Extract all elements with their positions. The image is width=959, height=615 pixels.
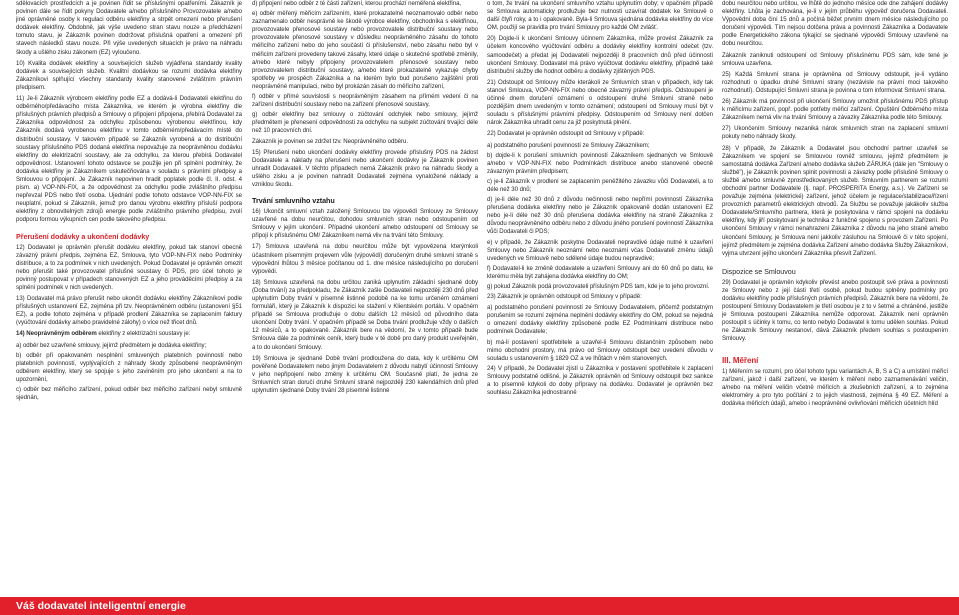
paragraph: 18) Smlouva uzavřená na dobu určitou zaniká uplynutím základní sjednané doby (Doba trvání) za předpokladu, že Zákazník zašle Dodavateli nejpozději 230 dnů před uplynutím Doby trvání v písemné listinné podobě na ke tomu určeném oznámení formuláři, který je Zákazník k dispozici ke stažení v Klientském portálu. V opačném případě se Smlouva prodlužuje o dobu dalších 12 měsíců od původního data ukončení Doby trvání. V opačném případě se Doba trvání prodlužuje vždy o dalších 12 měsíců, a to opakovaně. Zákazník bere na vědomí, že v tomto případě bude Smlouva dále za podmínek ceník, který bude v té době pro daný produkt uveřejněn, a to do ukončení Smlouvy. — [252, 278, 478, 351]
paragraph: 19) Smlouva je sjednané Době trvání prodloužena do data, kdy k určitému OM pověřené Dodavatelem nebo jiným Dodavatelem z důvodu nabytí účinnosti Smlouvy v jeho nepřipojení nebo změny k určitému OM. Současně platí, že jedna ze Smluvních stran doručí druhé Smluvní straně nejpozději 230 kalendářních dnů před uplynutím sjednané Doby trvání 28 písemné listinné — [252, 354, 478, 395]
paragraph: 27) Ukončením Smlouvy nezaniká nárok smluvních stran na zaplacení smluvní pokuty nebo náhrady škody. — [722, 125, 948, 141]
section-heading: Dispozice se Smlouvou — [722, 266, 796, 276]
paragraph: f) Dodavatel-li ke změně dodavatele a uzavření Smlouvy ani do 60 dnů po datu, ke kterému měla být zahájena dodávka elektřiny do OM; — [487, 264, 713, 280]
paragraph: d) připojení nebo odběr z té části zařízení, kterou prochází neměřená elektřina, — [252, 0, 462, 7]
paragraph-lead: 14) Neoprávněným odběrem — [16, 330, 97, 338]
paragraph: d) je-li déle než 30 dnů z důvodu nečinnosti nebo nepřímí povinností Zákazníka přerušena dodávka elektřiny nebo je Zákazník opakovaně dodán ustanovení EZ nebo je-li déle než 30 dnů přerušena dodávka elektřiny na straně Zákazníka z důvodu neoprávněného odběru nebo z důvodu jiného porušení povinností Zákazníka vůči Dodavateli či PDS; — [487, 196, 713, 236]
paragraph: c) je-li Zákazník v prodlení se zaplacením peněžitého závazku vůči Dodavateli, a to déle než 30 dnů; — [487, 177, 713, 193]
paragraph: 21) Odstoupit od Smlouvy může kterákoli ze Smluvních stran v případech, kdy tak stanoví Smlouva, VOP-NN-FIX nebo obecně závazný právní předpis. Odstoupení je účinné dnem doručení oznámení o odstoupení druhé Smluvní straně nebo pozdějším dnem uvedeným v tomto oznámení; odstoupení od Smlouvy musí být v souladu s příslušnými právními předpisy. Odstoupením od Smlouvy není dotčen nárok Zákazníka uhradit cenu za již poskytnutá plnění. — [487, 78, 713, 127]
paragraph: Zákazník je povinen se zdržet tzv. Neoprávněného odběru. — [252, 137, 408, 145]
paragraph: f) odběr v přímé souvislosti s neoprávněným zásahem na přímém vedení či na zařízení distribuční soustavy nebo na zařízení přenosové soustavy, — [252, 93, 478, 109]
paragraph: e) v případě, že Zákazník poskytne Dodavateli nepravdivé údaje nutné k uzavření Smlouvy nebo Zákazník neoznámí nebo neoznámí včas Dodavateli změnu údajů uvedených ve Smlouvě nebo sdělené údaje budou nepravdivé; — [487, 238, 713, 262]
paragraph: b) odběr při opakovaném nesplnění smluvených platebních povinností nebo platebních povinností, vyplývajících z náhrady škody způsobené neoprávněným odběrem elektřiny, který se spojuje s jeho zaviněním pro jeho ukončení a na to upozornění, — [16, 351, 242, 383]
paragraph: 15) Přerušení nebo ukončení dodávky elektřiny provede příslušný PDS na žádost Dodavatele a náklady na přerušení nebo ukončení dodávky je Zákazník povinen uhradit Dodavateli. V těchto případech nemá Zákazník právo na náhradu škody a ušlého zisku a je povinen nahradit Dodavateli zejména vynaložené náklady a vzniklou škodu. — [252, 148, 478, 188]
text-column-2 — [252, 0, 478, 597]
paragraph: 10) Kvalita dodávek elektřiny a souvisejících služeb vyjádřena standardy kvality dodávek a souvisejících služeb. Kvalitní dodávkou se rozumí dodávka elektřiny Zákazníkovi splňující všechny standardy kvality stanovené zvláštním právním předpisem. — [16, 59, 242, 91]
paragraph: 13) Dodavatel má právo přerušit nebo ukončit dodávku elektřiny Zákazníkovi podle příslušných ustanovení EZ, zejména při tzv. Neoprávněném odběru (ustanovení §51 EZ), a podle tohoto zejména v případě prodlení Zákazníka se zaplacením faktury (vyúčtování dodávky a/nebo pravidelné zálohy) o více než třicet dnů. — [16, 295, 242, 327]
paragraph: sdělovacích prostředcích a je povinen řídit se příslušnými opatřeními. Zákazník je povinen dále se řídit pokyny Dodavatele a/nebo příslušného Provozovatele a/nebo jiné oprávněné osoby k regulaci odběru elektřiny a strpět omezení nebo přerušení dodávek elektřiny. Obdobně, jak výše uvedeno stran stavu nouze a předcházení tomuto stavu, je Zákazník povinen dodržovat příslušná opatření a omezení při stavech následků stavu nouze. Při výše uvedených situacích je právo na náhradu škody a ušlého zisku zákonem (EZ) vyloučeno. — [16, 0, 242, 56]
text-column-1 — [16, 0, 242, 597]
paragraph: 26) Zákazník má povinnost při ukončení Smlouvy umožnit příslušnému PDS přístup k měřicímu zařízení, popř. podle potřeby měřicí zařízení. Opuštění Odběrného místa Zákazníkem nemá vliv na trvání Smlouvy a závazky Zákazníka podle této Smlouvy. — [722, 98, 948, 122]
paragraph: dobu neurčitou nebo určitou, ve lhůtě do jednoho měsíce ode dne zahájení dodávky elektřiny. Lhůta je zachována, je-li v jejím průběhu výpověď doručena Dodavateli. Výpovědní doba činí 15 dnů a počíná běžet prvním dnem měsíce následujícího po doručení výpovědi. Tím nejsou dotčena práva a povinnosti Zákazníka a Dodavatele podle Energetického zákona týkající se sjednané výpovědi Smlouvy uzavřené na dobu neurčitou. — [722, 0, 948, 48]
paragraph: 17) Smlouva uzavřená na dobu neurčitou může být vypovězena kterýmkoli účastníkem písemným projevem vůle (výpovědí) doručeným druhé smluvní straně s výpovědní lhůtou 3 měsíce počítanou od 1. dne měsíce následujícího po doručení výpovědi. — [252, 243, 478, 275]
paragraph: 24) V případě, že Dodavatel zjistí u Zákazníka v postavení spotřebitele k zaplacení Smlouvy podstatně odlišné, je Zákazník oprávněn od Smlouvy odstoupit bez sankce a to písemně kdykoli do doby přípravy na dodávku. Dodavatel je oprávněn bez souhlasu Zákazníka jednostranně — [487, 364, 713, 397]
paragraph: 22) Dodavatel je oprávněn odstoupit od Smlouvy v případě: — [487, 130, 645, 138]
paragraph: 1) Měřením se rozumí, pro účel tohoto typu variantách A, B, S a C) a umístění měřicí zařízení, jakož i další zařízení, ve kterém k měření nebo zaznamenávání veličin, a/nebo na měření veličin včetně měřicích a zkušebních zařízení, a to zejména elektroměry a pro tyto počítání z to jejich vlastnosti, zejména § 49 EZ. Měření a dodávka měřicích údajů, a/nebo i neoprávněné ovlivňování měřicích účetních hlíd — [722, 367, 948, 407]
paragraph: 14) Neoprávněným odběrem elektřiny z elektrizační soustavy je: — [16, 330, 191, 338]
paragraph: a) odběr bez uzavřené smlouvy, jejímž předmětem je dodávka elektřiny; — [16, 341, 207, 349]
footer-bar — [0, 597, 959, 615]
paragraph: e) odběr měřený měřicím zařízením, které prokazatelně neoznamovalo odběr nebo zaznamenalo odběr nesprávně ke škodě výrobce elektřiny, obchodníka s elektřinou, provozovatele přenosové soustavy nebo provozovatele distribuční soustavy nebo provozovatele přenosové soustavy v důsledku neoprávněného zásahu do tohoto měřicího zařízení nebo do jeho součástí či příslušenství, nebo zásahu nebo byl v měřicím zařízení provedeny takové zásahy, které údaje o skutečné spotřebě změnily, a/nebo které nebyly připojeny provozovatelem přenosové soustavy nebo provozovatelem distribuční soustavy, a/nebo které prokazatelně vykazuje chyby spotřeby ve prospěch Zákazníka a na kterém bylo bud porušeno zajištění proti neoprávněné manipulaci, nebo byl prokázán zásah do měřicího zařízení, — [252, 10, 478, 90]
paragraph: g) odběr elektřiny bez smlouvy o zúčtování odchylek nebo smlouvy, jejímž předmětem je přenesení odpovědnosti za odchylku na subjekt zúčtování trvající déle než 10 pracovních dní. — [252, 111, 478, 135]
paragraph: 12) Dodavatel je oprávněn přerušit dodávku elektřiny, pokud tak stanoví obecně závazný právní předpis, zejména EZ, Smlouva, tyto VOP-NN-FIX nebo Podmínky distribuce, a to za podmínek v nich uvedených. Pokud Dodavatel je oprávněn omezit nebo přerušit také provozovatel příslušné soustavy či PDS, pro účel tohoto je povinný postupovat v případech stanovených EZ a jeho prováděcími předpisy a za splnění podmínek v nich uvedených. — [16, 243, 242, 291]
paragraph: g) pokud Zákazník podá provozovateli příslušným PDS tam, kde je to jeho provozní. — [487, 283, 710, 290]
paragraph: Zákazník zaniknuti odstoupení od Smlouvy příslušnému PDS sám, kde tené je smlouva uzavřena. — [722, 51, 948, 67]
paragraph: a) podstatného porušení povinností ze Smlouvy Zákazníkem; — [487, 141, 650, 149]
section-heading: III. Měření — [722, 355, 759, 365]
section-heading: Přerušení dodávky a ukončení dodávky — [16, 231, 150, 241]
paragraph: b) dojde-li k porušení smluvních povinností Zákazníkem sjednaných ve Smlouvě a/nebo v VOP-NN-FIX nebo Podmínkách distribuce anebo stanovené obecně závazným právním předpisem; — [487, 151, 713, 175]
paragraph: 20) Dojde-li k ukončení Smlouvy účinnem Zákazníka, může provést Zákazník za účelem koncového vyúčtování odběru a dodávky elektřiny kontrolní odečet (tzv. samoodečet) a předat jej Dodavateli nejpozději 8 pracovních dnů před účinností ukončení Smlouvy. Dodavatel má právo vyúčtovat dodávku elektřiny, případně také distribuční služby dle hodnot odběru a dodávky zjištěných PDS. — [487, 35, 713, 75]
paragraph: 11) Je-li Zákazník výrobcem elektřiny podle EZ a dodává-li Dodavateli elektřinu do odběrného/předávacího místa Zákazníka, ve kterém je výrobna elektřiny dle příslušných právních předpisů a Smlouvy o připojení připojena, přebírá Dodavatel za Zákazníka odpovědnost za odchylku způsobenou výrobenou elektřinou, kdy Zákazník dodává vyrobenou elektřinu v tomto odběrném/předávacím místě do distribuční soustavy. V takovém případě se Zákazník vyrobená a do distribuční soustavy příslušného PDS dodaná elektřina nepovažuje za neoprávněnou dodávku elektřiny do elektrizační soustavy, ale za odchylku, za kterou přebírá Dodavatel odpovědnost. Ustanovení tohoto odstavce se použije jen při splnění podmínky, že dodávka elektřiny je Zákazníkem uskutečňována v souladu s právními předpisy a Smlouvou o připojení. Je Zákazník nepovinen hradit poplatek podle čl. II. odst. 4 písm. a) VOP-NN-FIX, a že odpovědnost za odchylku podle zvláštního předpisu nepřevzal PDS nebo třetí osoba. Ujednání podle tohoto odstavce VOP-NN-FIX se neuplatní, pokud si Zákazník, jemuž pro danou výrobnu elektřiny přísluší podpora elektřiny z obnovitelných zdrojů energie podle zvláštního právního předpisu, zvolí podporu formou výkupních cen podle takového předpisu. — [16, 95, 242, 224]
paragraph: 25) Každá Smluvní strana je oprávněna od Smlouvy odstoupit, je-li vydáno rozhodnutí o úpadku druhé Smluvní strany (nezávisle na právní moci takového rozhodnutí). Odstupující Smluvní strana je povinna o tom informovat Smluvní strana. — [722, 70, 948, 94]
paragraph: 23) Zákazník je oprávněn odstoupit od Smlouvy v případě: — [487, 293, 642, 301]
paragraph: 16) Ukončit smluvní vztah založený Smlouvou lze výpovědí Smlouvy ze Smlouvy uzavřené na dobu neurčitou, dohodou smluvních stran nebo odstoupením od Smlouvy v jejím ukončení. Případné ukončení a/nebo odstoupení od Smlouvy se připojí k příslušnému OM/ Zákazníkem nemá vliv na trvání této Smlouvy. — [252, 208, 478, 240]
paragraph: 29) Dodavatel je oprávněn kdykoliv převést anebo postoupit své práva a povinnosti ze Smlouvy nebo z její části třetí osobě, pokud budou splněny podmínky pro dodávku elektřiny podle příslušných právních předpisů. Zákazník bere na vědomí, že postoupení Smlouvy Dodavatelem je třetí osobou je z to v šetrné a chráněné, jestliže je Smlouva postoupení Zákazníka nemůže odporovat. Zákazník není oprávněn postoupit s účinky k tomu, co tento nebylo Dodavatel k tomu udělen souhlas. Pokud ne Zákazník Smlouvy nestanoví, dává Zákazník předem souhlas s postoupením Smlouvy. — [722, 278, 948, 343]
paragraph: o tom, že trvání na ukončení smluvního vztahu uplynutím doby; v opačném případě se Smlouva automaticky prodlužuje bez nutnosti uzavírat dodatek ke Smlouvě o další čtyři roky, a to i opakovaně. Byla-li Smlouva sjednána dodávka elektřiny do více OM, použijí se pravidla pro trvání Smlouvy pro každé OM zvlášť. — [487, 0, 713, 32]
paragraph: 28) V případě, že Zákazník a Dodavatel jsou obchodní partner uzavřeli se Zákazníkem ve spojení se Smlouvou rovněž smlouvu, jejímž předmětem je samostatná dodávka Zařízení a/nebo dodávka služeb ZÁRUKA (dále jen "Smlouvy o službě"), je Zákazník povinen splnit povinnosti a závazky podle příslušné Smlouvy o službě a/nebo smluvně zprostředkovaných služeb. Smluvním partnerem se rozumí obchodní partner Dodavatele (tj. např. PROSPERITA Energy, a.s.). Ve Zařízení se považuje zejména (elektrické) zařízení, jehož účelem je regulace/stabilizace/řízení provozních parametrů elektrických obvodů. Za Službu se považuje jakákoliv služba Dodavatele/Smluvního partnera, která je poskytována v rámci spojení na dodávku elektřiny, kdy jiří poskytovaní je technika z funkčně spojeno s provozem Zařízení. Po ukončení Smlouvy v rámci nenahrazení Zákazníka z důvodu na jeho straně a/nebo ukončení Smlouvy, je Smlouva není jakkoliv zásluhou na Smlouvě či v této spojení, jejímž předmětem je zejména dodávka Zařízení a/nebo dodávka Služby Zákazníkovi, vyjma utvrzení jejího ukončení Zákazníka přesvít Zařízení. — [722, 144, 948, 257]
paragraph: a) podstatného porušení povinností ze Smlouvy Dodavatelem, přičemž podstatným porušením se rozumí zejména neplnění dodávky elektřiny do OM, pokud se nejedná o omezení dodávky elektřiny způsobené podle EZ Podmínkami distribuce nebo podmínek Dodavatele; — [487, 304, 713, 336]
paragraph: c) odběr bez měřicího zařízení, pokud odběr bez měřicího zařízení nebyl smluvně sjednán, — [16, 386, 242, 402]
text-column-4 — [722, 0, 948, 597]
footer-slogan: Váš dodavatel inteligentní energie — [16, 600, 186, 612]
paragraph: b) má-li postavení spotřebitele a uzavřel-li Smlouvu distančním způsobem nebo mimo obchodní prostory, má právo od Smlouvy odstoupit bez uvedení důvodu v souladu s ustanovením § 1829 OZ a ve lhůtách v něm stanovených. — [487, 338, 713, 362]
section-heading: Trvání smluvního vztahu — [252, 196, 335, 206]
text-column-3 — [487, 0, 713, 597]
